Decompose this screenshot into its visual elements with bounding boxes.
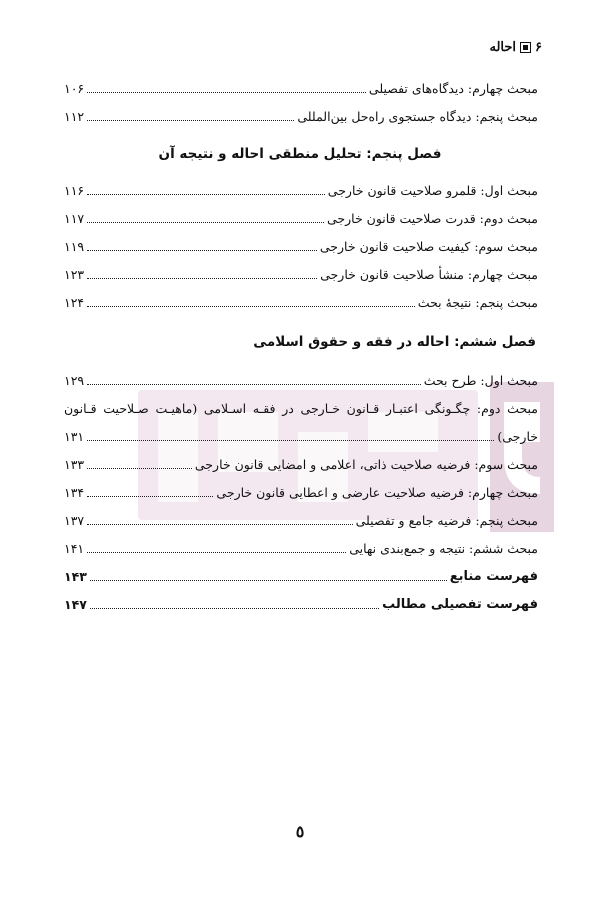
leader-dots — [87, 384, 421, 385]
toc-entry[interactable]: فهرست تفصیلی مطالب ۱۴۷ — [64, 597, 538, 612]
toc-entry[interactable]: مبحث دوم: قدرت صلاحیت قانون خارجی ۱۱۷ — [64, 211, 538, 226]
leader-dots — [87, 250, 317, 251]
toc-entry[interactable]: مبحث چهارم: دیدگاه‌های تفصیلی ۱۰۶ — [64, 81, 538, 96]
toc-entry[interactable]: مبحث چهارم: منشأ صلاحیت قانون خارجی ۱۲۳ — [64, 267, 538, 282]
toc-entry[interactable]: مبحث پنجم: فرضیه جامع و تفصیلی ۱۳۷ — [64, 513, 538, 528]
leader-dots — [87, 306, 415, 307]
toc-entry-line1: مبحث دوم: چگـونگی اعتبـار قـانون خـارجی در فقـه اسـلامی (ماهیـت صـلاحیت قـانون — [64, 401, 538, 416]
toc-entry[interactable]: خارجی) ۱۳۱ — [64, 429, 538, 444]
leader-dots — [87, 92, 366, 93]
leader-dots — [87, 120, 294, 121]
leader-dots — [87, 552, 346, 553]
toc-entry[interactable]: مبحث اول: قلمرو صلاحیت قانون خارجی ۱۱۶ — [64, 183, 538, 198]
toc-entry[interactable]: مبحث پنجم: دیدگاه جستجوی راه‌حل بین‌المللی ۱۱۲ — [64, 109, 538, 124]
leader-dots — [87, 222, 324, 223]
chapter-heading: فصل ششم: احاله در فقه و حقوق اسلامی — [253, 334, 536, 350]
toc-entry[interactable]: فهرست منابع ۱۴۳ — [64, 569, 538, 584]
leader-dots — [87, 440, 494, 441]
toc-entry[interactable]: مبحث سوم: فرضیه صلاحیت ذاتی، اعلامی و امضایی قانون خارجی ۱۳۳ — [64, 457, 538, 472]
toc-entry[interactable]: مبحث پنجم: نتیجهٔ بحث ۱۲۴ — [64, 295, 538, 310]
square-bullet-icon — [520, 42, 531, 53]
header-title: احاله — [489, 40, 517, 55]
folio: ٥ — [295, 822, 305, 841]
header-page-number: ۶ — [535, 40, 542, 55]
leader-dots — [87, 524, 352, 525]
toc-entry[interactable]: مبحث سوم: کیفیت صلاحیت قانون خارجی ۱۱۹ — [64, 239, 538, 254]
toc-entry[interactable]: مبحث اول: طرح بحث ۱۲۹ — [64, 373, 538, 388]
running-header — [489, 40, 542, 55]
leader-dots — [90, 580, 447, 581]
leader-dots — [87, 496, 213, 497]
leader-dots — [87, 278, 317, 279]
toc-entry[interactable]: مبحث چهارم: فرضیه صلاحیت عارضی و اعطایی قانون خارجی ۱۳۴ — [64, 485, 538, 500]
leader-dots — [87, 468, 192, 469]
toc-entry[interactable]: مبحث ششم: نتیجه و جمع‌بندی نهایی ۱۴۱ — [64, 541, 538, 556]
leader-dots — [87, 194, 325, 195]
chapter-heading: فصل پنجم: تحلیل منطقی احاله و نتیجه آن — [158, 146, 442, 162]
leader-dots — [90, 608, 379, 609]
